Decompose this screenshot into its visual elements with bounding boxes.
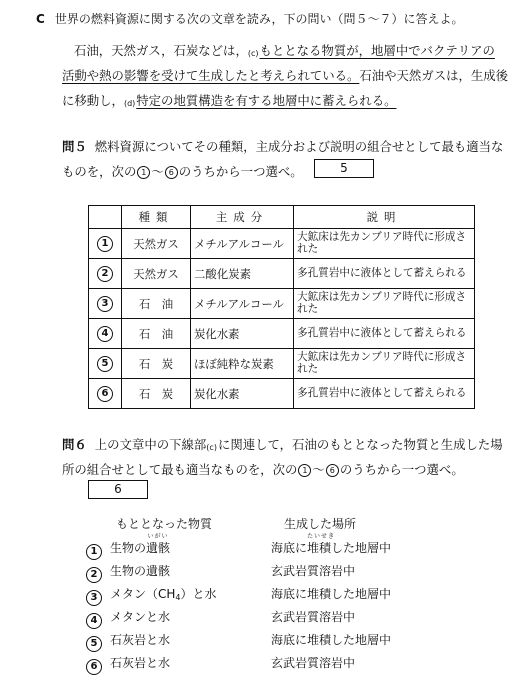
answer-box-6[interactable]: 6 — [88, 480, 148, 499]
circled-number: 1 — [86, 544, 102, 560]
q6-col-header-material: もととなった物質 — [116, 517, 213, 531]
q5-label: 問５ — [62, 139, 87, 154]
option-number — [89, 289, 122, 319]
option-material: 石灰岩と水 — [110, 656, 171, 670]
cell-desc: 大鉱床は先カンブリア時代に形成された — [294, 349, 475, 379]
q5-line-2 — [62, 162, 303, 180]
material-text: メタン（CH — [110, 587, 176, 601]
subscript: 4 — [175, 593, 181, 602]
table-header-type: 種類 — [122, 206, 191, 229]
table-row[interactable] — [89, 259, 475, 289]
passage-text: 石油，天然ガス，石炭などは， — [74, 43, 248, 58]
passage-text: に移動し， — [62, 93, 124, 108]
list-item[interactable] — [86, 533, 171, 560]
table-header-num — [89, 206, 122, 229]
q5-text: ものを，次の — [62, 164, 137, 179]
underlined-text-c-cont: 活動や熱の影響を受けて生成したと考えられている。 — [62, 68, 360, 83]
circled-number: 1 — [298, 464, 311, 477]
cell-type: 石 油 — [122, 289, 191, 319]
option-number — [89, 259, 122, 289]
option-material: 生物の遺骸 — [110, 564, 171, 578]
section-letter: C — [36, 12, 45, 26]
table-row[interactable] — [89, 349, 475, 379]
table-header-component: 主成分 — [191, 206, 294, 229]
cell-component: メチルアルコール — [191, 229, 294, 259]
circled-number: 6 — [165, 166, 178, 179]
underlined-text-d: 特定の地質構造を有する地層中に蓄えられる。 — [136, 93, 397, 108]
option-place: 海底に たいせき 堆積した地層中 — [271, 533, 392, 555]
cell-type: 天然ガス — [122, 259, 191, 289]
option-place: 玄武岩質溶岩中 — [271, 610, 356, 624]
answer-box-5[interactable]: 5 — [314, 159, 374, 178]
cell-desc: 多孔質岩中に液体として蓄えられる — [294, 379, 475, 409]
range-separator: ～ — [151, 164, 164, 179]
cell-component: 炭化水素 — [191, 379, 294, 409]
cell-component: ほぼ純粋な炭素 — [191, 349, 294, 379]
circled-number: 1 — [97, 236, 113, 252]
q5-text: のうちから一つ選べ。 — [178, 164, 303, 179]
ruby-reading: たいせき — [307, 533, 336, 540]
passage-line-2 — [62, 66, 508, 84]
ref-c-marker: (c) — [206, 443, 217, 452]
underlined-text-c: もととなる物質が，地層中でバクテリアの — [259, 43, 495, 58]
cell-component: 二酸化炭素 — [191, 259, 294, 289]
q6-line-1 — [62, 435, 503, 453]
list-item[interactable] — [86, 585, 217, 606]
q6-col-header-place: 生成した場所 — [284, 517, 357, 531]
option-place: 玄武岩質溶岩中 — [271, 656, 356, 670]
circled-number: 2 — [97, 266, 113, 282]
cell-type: 石 油 — [122, 319, 191, 349]
list-item[interactable] — [86, 562, 170, 583]
option-number — [89, 379, 122, 409]
option-material — [110, 587, 217, 601]
circled-number: 1 — [137, 166, 150, 179]
circled-number: 5 — [97, 356, 113, 372]
q6-text: 上の文章中の下線部 — [94, 437, 207, 452]
circled-number: 6 — [86, 659, 102, 675]
ref-d-marker: (d) — [123, 99, 136, 108]
table-row[interactable] — [89, 229, 475, 259]
q5-text: 燃料資源についてその種類，主成分および説明の組合せとして最も適当な — [94, 139, 504, 154]
passage-text: 石油や天然ガスは，生成後 — [359, 68, 509, 83]
list-item[interactable] — [86, 608, 170, 629]
table-row[interactable] — [89, 289, 475, 319]
circled-number: 3 — [97, 296, 113, 312]
option-place: 海底に堆積した地層中 — [271, 633, 392, 647]
material-text: ）と水 — [180, 587, 217, 601]
table-header-row — [89, 206, 475, 229]
range-separator: ～ — [312, 462, 325, 477]
cell-desc: 多孔質岩中に液体として蓄えられる — [294, 319, 475, 349]
option-number — [89, 319, 122, 349]
cell-desc: 多孔質岩中に液体として蓄えられる — [294, 259, 475, 289]
cell-desc: 大鉱床は先カンブリア時代に形成された — [294, 289, 475, 319]
list-item[interactable] — [86, 631, 170, 652]
table-row[interactable] — [89, 379, 475, 409]
circled-number: 2 — [86, 567, 102, 583]
option-place: 玄武岩質溶岩中 — [271, 564, 356, 578]
q6-line-2 — [62, 460, 464, 478]
ref-c-marker: (c) — [247, 49, 259, 58]
circled-number: 6 — [97, 386, 113, 402]
cell-desc: 大鉱床は先カンブリア時代に形成された — [294, 229, 475, 259]
cell-component: 炭化水素 — [191, 319, 294, 349]
q6-text: のうちから一つ選べ。 — [339, 462, 464, 477]
option-material: メタンと水 — [110, 610, 171, 624]
option-number — [89, 349, 122, 379]
q6-text: に関連して，石油のもととなった物質と生成した場 — [217, 437, 503, 452]
option-number — [89, 229, 122, 259]
circled-number: 6 — [326, 464, 339, 477]
circled-number: 3 — [86, 590, 102, 606]
cell-component: メチルアルコール — [191, 289, 294, 319]
q6-label: 問６ — [62, 437, 87, 452]
table-row[interactable] — [89, 319, 475, 349]
q5-table — [88, 205, 475, 409]
option-material: 生物の いがい 遺骸 — [110, 533, 171, 555]
cell-type: 石 炭 — [122, 349, 191, 379]
table-header-desc: 説明 — [294, 206, 475, 229]
circled-number: 5 — [86, 636, 102, 652]
passage-line-3 — [62, 91, 396, 109]
q5-line-1 — [62, 137, 503, 155]
option-material: 石灰岩と水 — [110, 633, 171, 647]
option-place: 海底に堆積した地層中 — [271, 587, 392, 601]
passage-line-1 — [74, 41, 495, 59]
cell-type: 天然ガス — [122, 229, 191, 259]
section-title-text: 世界の燃料資源に関する次の文章を読み，下の問い（問５～７）に答えよ。 — [54, 12, 464, 26]
q6-text: 所の組合せとして最も適当なものを，次の — [62, 462, 298, 477]
section-heading — [36, 10, 464, 27]
ruby-reading: いがい — [147, 533, 169, 540]
circled-number: 4 — [86, 613, 102, 629]
circled-number: 4 — [97, 326, 113, 342]
list-item[interactable] — [86, 654, 170, 675]
cell-type: 石 炭 — [122, 379, 191, 409]
